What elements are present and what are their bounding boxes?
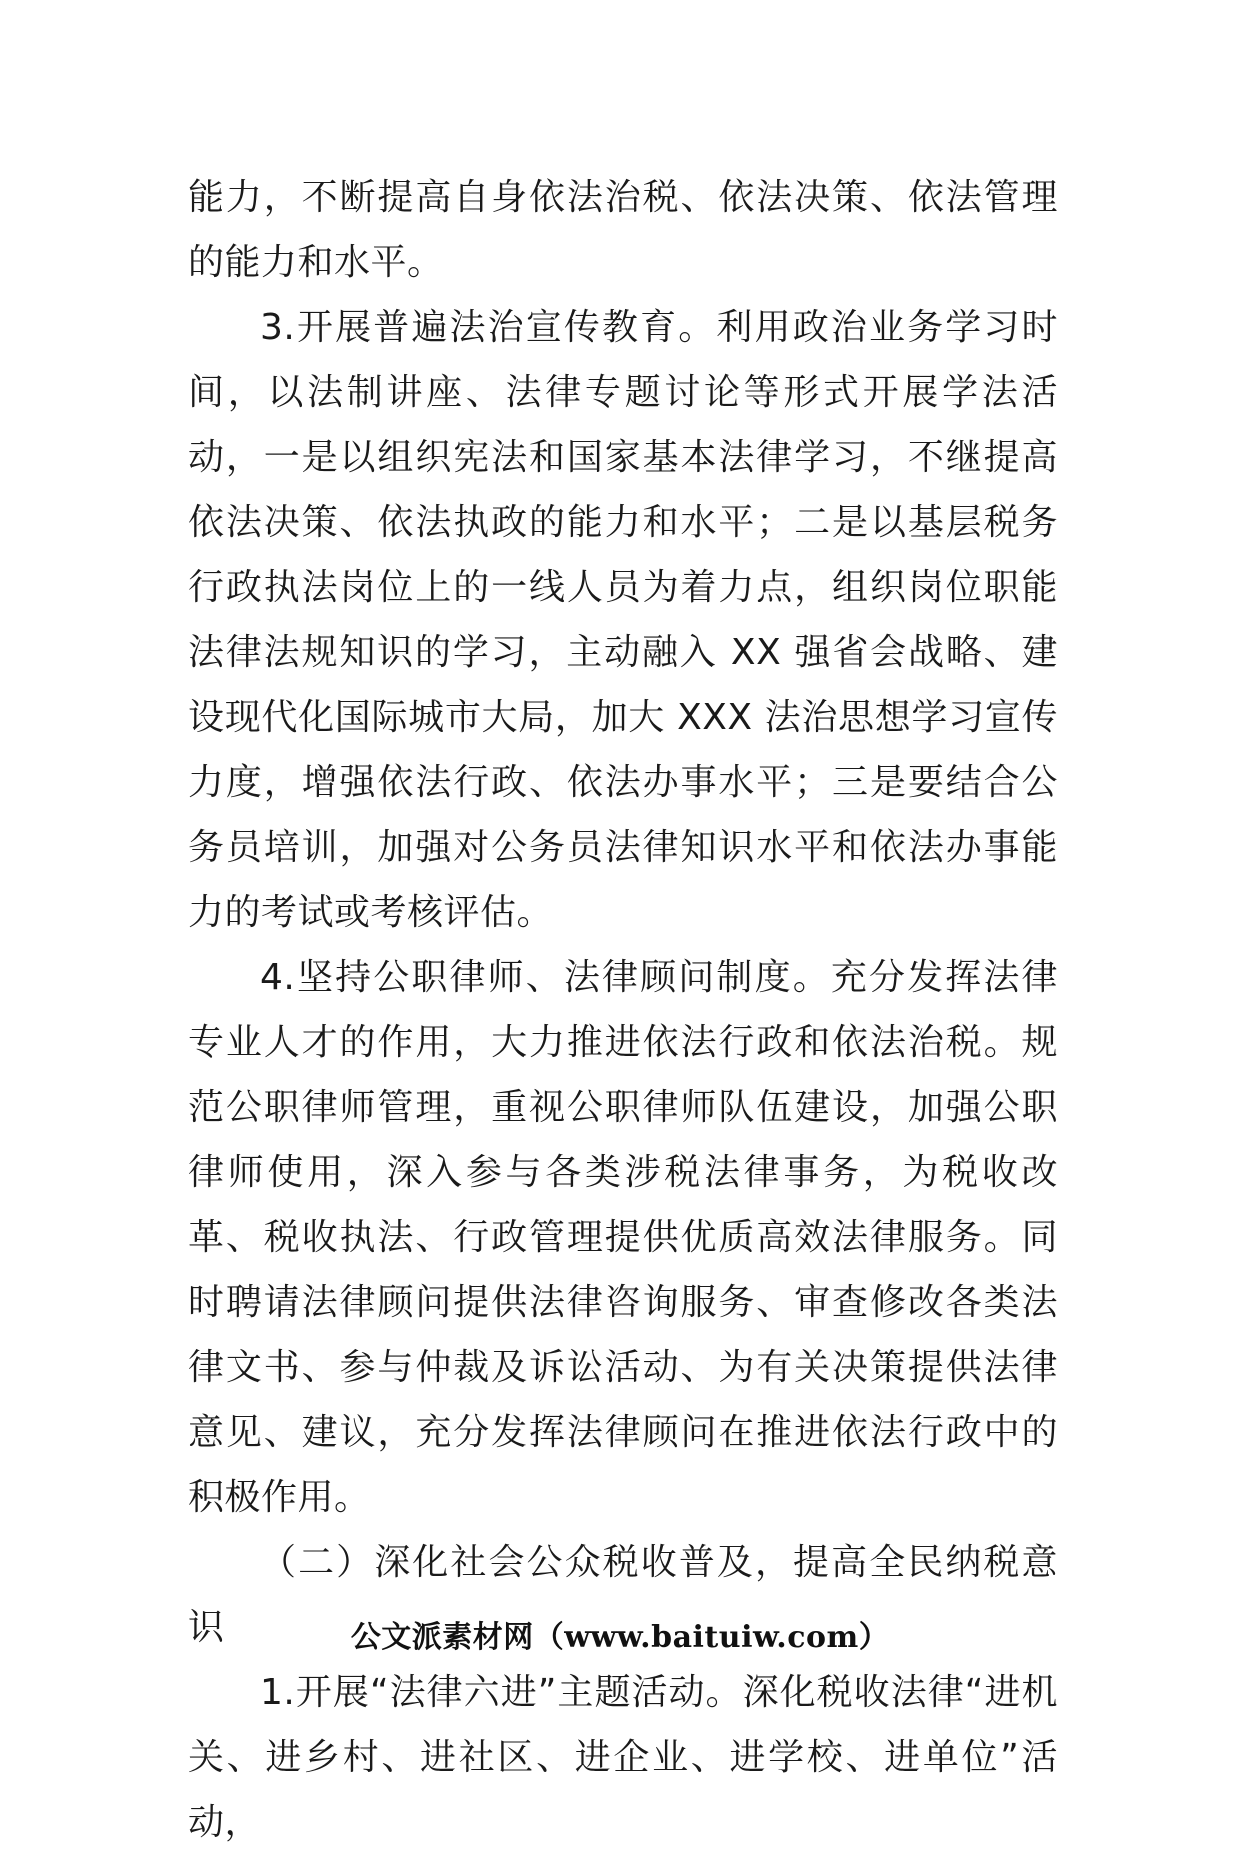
section-heading: （二）深化社会公众税收普及，提高全民纳税意识 bbox=[188, 1542, 1058, 1648]
footer-watermark: 公文派素材网（www.baituiw.com） bbox=[350, 1620, 890, 1655]
paragraph-continuation: 能力，不断提高自身依法治税、依法决策、依法管理的能力和水平。 bbox=[188, 177, 1058, 283]
paragraph-item-4: 4.坚持公职律师、法律顾问制度。充分发挥法律专业人才的作用，大力推进依法行政和依法治税。规范公职律师管理，重视公职律师队伍建设，加强公职律师使用，深入参与各类涉税法律事务，为税收改革、税收执法、行政管理提供优质高效法律服务。同时聘请法律顾问提供法律咨询服务、审查修改各类法律文书、参与仲裁及诉讼活动、为有关决策提供法律意见、建议，充分发挥法律顾问在推进依法行政中的积极作用。 bbox=[188, 957, 1058, 1518]
paragraph-item-3: 3.开展普遍法治宣传教育。利用政治业务学习时间，以法制讲座、法律专题讨论等形式开展学法活动，一是以组织宪法和国家基本法律学习，不继提高依法决策、依法执政的能力和水平；二是以基层税务行政执法岗位上的一线人员为着力点，组织岗位职能法律法规知识的学习，主动融入 XX 强省会战略、建设现代化国际城市大局，加大 XXX 法治思想学习宣传力度，增强依法行政、依法办事水平；三是要结合公务员培训，加强对公务员法律知识水平和依法办事能力的考试或考核评估。 bbox=[188, 307, 1058, 933]
paragraph-item-1: 1.开展“法律六进”主题活动。深化税收法律“进机关、进乡村、进社区、进企业、进学校、进单位”活动， bbox=[188, 1672, 1058, 1843]
body-text bbox=[188, 165, 1058, 1855]
